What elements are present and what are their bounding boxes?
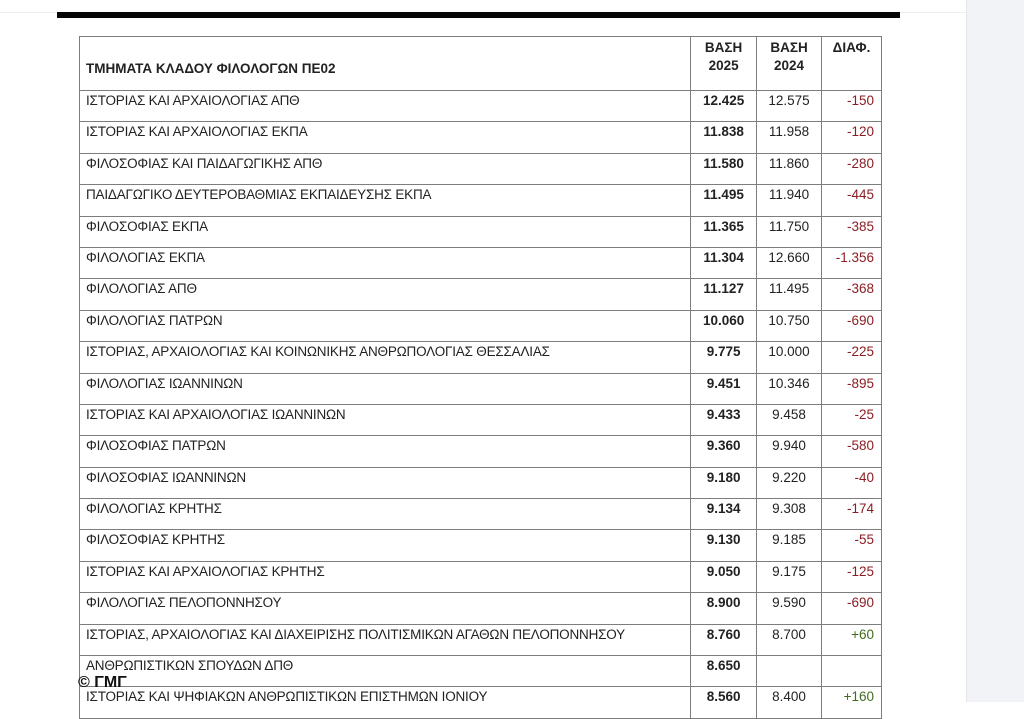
department-name: ΙΣΤΟΡΙΑΣ ΚΑΙ ΑΡΧΑΙΟΛΟΓΙΑΣ ΑΠΘ — [80, 91, 691, 122]
department-name: ΦΙΛΟΛΟΓΙΑΣ ΙΩΑΝΝΙΝΩΝ — [80, 373, 691, 404]
base-2024: 8.700 — [757, 624, 822, 655]
table-row — [80, 279, 882, 310]
difference: -690 — [822, 593, 882, 624]
base-2024: 11.750 — [757, 216, 822, 247]
header-base-2025 — [691, 37, 757, 91]
side-panel — [966, 0, 1024, 702]
base-2025: 11.365 — [691, 216, 757, 247]
table-row — [80, 310, 882, 341]
difference: -385 — [822, 216, 882, 247]
difference: -225 — [822, 342, 882, 373]
difference: +60 — [822, 624, 882, 655]
base-2025: 11.304 — [691, 247, 757, 278]
table-row — [80, 122, 882, 153]
table-header-row — [80, 37, 882, 91]
difference: +160 — [822, 687, 882, 718]
difference: -25 — [822, 404, 882, 435]
difference: -174 — [822, 499, 882, 530]
base-2025: 8.760 — [691, 624, 757, 655]
base-2025: 8.650 — [691, 656, 757, 687]
copyright: © ΓΜΓ — [78, 674, 127, 691]
department-name: ΙΣΤΟΡΙΑΣ ΚΑΙ ΑΡΧΑΙΟΛΟΓΙΑΣ ΚΡΗΤΗΣ — [80, 561, 691, 592]
header-difference: ΔΙΑΦ. — [822, 37, 882, 91]
base-2024: 10.000 — [757, 342, 822, 373]
table-row — [80, 656, 882, 687]
base-2025: 9.050 — [691, 561, 757, 592]
department-name: ΦΙΛΟΣΟΦΙΑΣ ΚΡΗΤΗΣ — [80, 530, 691, 561]
table-row — [80, 561, 882, 592]
table-row — [80, 247, 882, 278]
header-base-2024 — [757, 37, 822, 91]
base-2025: 9.775 — [691, 342, 757, 373]
base-2024: 11.940 — [757, 185, 822, 216]
department-name: ΦΙΛΟΛΟΓΙΑΣ ΚΡΗΤΗΣ — [80, 499, 691, 530]
difference: -280 — [822, 153, 882, 184]
base-2025: 11.127 — [691, 279, 757, 310]
difference: -40 — [822, 467, 882, 498]
difference: -368 — [822, 279, 882, 310]
base-2025: 9.134 — [691, 499, 757, 530]
base-2024: 11.860 — [757, 153, 822, 184]
table-body — [80, 91, 882, 719]
table-row — [80, 216, 882, 247]
header-base-2024-line1: ΒΑΣΗ — [770, 40, 808, 55]
table-row — [80, 436, 882, 467]
table-row — [80, 687, 882, 718]
header-departments: ΤΜΗΜΑΤΑ ΚΛΑΔΟΥ ΦΙΛΟΛΟΓΩΝ ΠΕ02 — [80, 37, 691, 91]
department-name: ΦΙΛΟΣΟΦΙΑΣ ΚΑΙ ΠΑΙΔΑΓΩΓΙΚΗΣ ΑΠΘ — [80, 153, 691, 184]
header-base-2025-line1: ΒΑΣΗ — [704, 40, 743, 55]
department-name: ΙΣΤΟΡΙΑΣ, ΑΡΧΑΙΟΛΟΓΙΑΣ ΚΑΙ ΔΙΑΧΕΙΡΙΣΗΣ ΠΟΛΙΤΙΣΜΙΚΩΝ ΑΓΑΘΩΝ ΠΕΛΟΠΟΝΝΗΣΟΥ — [80, 624, 691, 655]
table-row — [80, 530, 882, 561]
base-2025: 9.433 — [691, 404, 757, 435]
department-name: ΦΙΛΟΣΟΦΙΑΣ ΕΚΠΑ — [80, 216, 691, 247]
base-2024: 9.308 — [757, 499, 822, 530]
black-bar — [57, 12, 900, 18]
difference: -690 — [822, 310, 882, 341]
department-name: ΦΙΛΟΛΟΓΙΑΣ ΠΑΤΡΩΝ — [80, 310, 691, 341]
table-row — [80, 185, 882, 216]
base-2024: 10.346 — [757, 373, 822, 404]
difference — [822, 656, 882, 687]
base-2025: 11.838 — [691, 122, 757, 153]
base-2024: 11.958 — [757, 122, 822, 153]
base-2024: 9.220 — [757, 467, 822, 498]
department-name: ΦΙΛΟΛΟΓΙΑΣ ΠΕΛΟΠΟΝΝΗΣΟΥ — [80, 593, 691, 624]
base-2024: 9.590 — [757, 593, 822, 624]
department-name: ΙΣΤΟΡΙΑΣ ΚΑΙ ΑΡΧΑΙΟΛΟΓΙΑΣ ΕΚΠΑ — [80, 122, 691, 153]
table-row — [80, 153, 882, 184]
department-name: ΙΣΤΟΡΙΑΣ, ΑΡΧΑΙΟΛΟΓΙΑΣ ΚΑΙ ΚΟΙΝΩΝΙΚΗΣ ΑΝΘΡΩΠΟΛΟΓΙΑΣ ΘΕΣΣΑΛΙΑΣ — [80, 342, 691, 373]
base-2025: 9.360 — [691, 436, 757, 467]
bases-table — [79, 36, 882, 719]
department-name: ΦΙΛΟΣΟΦΙΑΣ ΙΩΑΝΝΙΝΩΝ — [80, 467, 691, 498]
base-2024: 10.750 — [757, 310, 822, 341]
base-2025: 8.900 — [691, 593, 757, 624]
header-base-2025-line2: 2025 — [708, 58, 739, 73]
difference: -55 — [822, 530, 882, 561]
base-2024 — [757, 656, 822, 687]
department-name: ΦΙΛΟΣΟΦΙΑΣ ΠΑΤΡΩΝ — [80, 436, 691, 467]
base-2024: 9.940 — [757, 436, 822, 467]
base-2025: 9.451 — [691, 373, 757, 404]
table-row — [80, 467, 882, 498]
difference: -445 — [822, 185, 882, 216]
table-row — [80, 499, 882, 530]
department-name: ΦΙΛΟΛΟΓΙΑΣ ΕΚΠΑ — [80, 247, 691, 278]
base-2025: 9.180 — [691, 467, 757, 498]
base-2025: 11.495 — [691, 185, 757, 216]
difference: -120 — [822, 122, 882, 153]
department-name: ΙΣΤΟΡΙΑΣ ΚΑΙ ΨΗΦΙΑΚΩΝ ΑΝΘΡΩΠΙΣΤΙΚΩΝ ΕΠΙΣΤΗΜΩΝ ΙΟΝΙΟΥ — [80, 687, 691, 718]
base-2024: 12.660 — [757, 247, 822, 278]
department-name: ΠΑΙΔΑΓΩΓΙΚΟ ΔΕΥΤΕΡΟΒΑΘΜΙΑΣ ΕΚΠΑΙΔΕΥΣΗΣ ΕΚΠΑ — [80, 185, 691, 216]
base-2025: 10.060 — [691, 310, 757, 341]
table-row — [80, 342, 882, 373]
difference: -895 — [822, 373, 882, 404]
department-name: ΦΙΛΟΛΟΓΙΑΣ ΑΠΘ — [80, 279, 691, 310]
base-2024: 11.495 — [757, 279, 822, 310]
base-2024: 9.458 — [757, 404, 822, 435]
base-2024: 9.175 — [757, 561, 822, 592]
difference: -580 — [822, 436, 882, 467]
base-2024: 8.400 — [757, 687, 822, 718]
base-2024: 12.575 — [757, 91, 822, 122]
base-2024: 9.185 — [757, 530, 822, 561]
department-name: ΙΣΤΟΡΙΑΣ ΚΑΙ ΑΡΧΑΙΟΛΟΓΙΑΣ ΙΩΑΝΝΙΝΩΝ — [80, 404, 691, 435]
difference: -125 — [822, 561, 882, 592]
table-row — [80, 91, 882, 122]
table-row — [80, 624, 882, 655]
department-name: ΑΝΘΡΩΠΙΣΤΙΚΩΝ ΣΠΟΥΔΩΝ ΔΠΘ — [80, 656, 691, 687]
table-row — [80, 373, 882, 404]
base-2025: 12.425 — [691, 91, 757, 122]
table-row — [80, 404, 882, 435]
header-base-2024-line2: 2024 — [774, 58, 805, 73]
table-row — [80, 593, 882, 624]
base-2025: 11.580 — [691, 153, 757, 184]
base-2025: 9.130 — [691, 530, 757, 561]
difference: -1.356 — [822, 247, 882, 278]
base-2025: 8.560 — [691, 687, 757, 718]
difference: -150 — [822, 91, 882, 122]
